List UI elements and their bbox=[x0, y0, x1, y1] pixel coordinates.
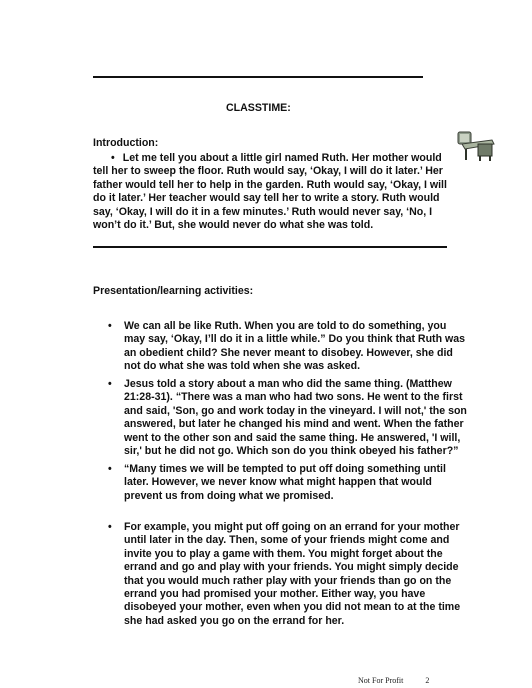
footer-label: Not For Profit bbox=[358, 676, 404, 685]
list-item-text: For example, you might put off going on an errand for your mother until later in the day. Then, some of your friends might come and invite you to play a game with them. You might forget about the errand and go and play with your friends. You might simply decide that you would much rather play with your friends than go on the errand you had promised your mother. Either way, you have disobeyed your mother, even when you did not mean to at the time she had asked you go on the errand for her. bbox=[124, 521, 461, 627]
introduction-text: Let me tell you about a little girl named Ruth. Her mother would tell her to sweep the floor. Ruth would say, ‘Okay, I will do it later.’ Her father would tell her to help in the garden. Ruth would say, ‘Okay, I will do it later.’ Her teacher would say tell her to write a story. Ruth would say, ‘Okay, I will do it in a few minutes.’ Ruth would never say, ‘No, I won’t do it.’ But, she would never do what she was told. bbox=[93, 152, 447, 232]
school-desk-icon bbox=[456, 128, 496, 162]
page-number: 2 bbox=[425, 676, 430, 685]
bullet-icon: • bbox=[108, 378, 112, 390]
classtime-title: CLASSTIME: bbox=[226, 102, 291, 114]
list-item bbox=[108, 320, 468, 374]
middle-divider bbox=[93, 246, 447, 248]
bullet-icon: • bbox=[111, 152, 115, 164]
list-item bbox=[108, 463, 468, 503]
bullet-icon: • bbox=[108, 320, 112, 332]
top-divider bbox=[93, 76, 423, 78]
list-item-text: We can all be like Ruth. When you are told to do something, you may say, ‘Okay, I’ll do it in a little while.” Do you think that Ruth was an obedient child? She never meant to disobey. However, she did not do what she was told when she was asked. bbox=[124, 320, 466, 373]
bullet-icon: • bbox=[108, 521, 112, 533]
introduction-heading: Introduction: bbox=[93, 137, 159, 149]
presentation-heading: Presentation/learning activities: bbox=[93, 285, 254, 297]
list-item-text: “Many times we will be tempted to put off doing something until later. However, we never know what might happen that would prevent us from doing what we promised. bbox=[124, 463, 446, 502]
list-item-text: Jesus told a story about a man who did the same thing. (Matthew 21:28-31). “There was a man who had two sons. He went to the first and said, 'Son, go and work today in the vineyard. I will not,' the son answered, but later he changed his mind and went. When the father went to the other son and said the same thing. He answered, 'I will, sir,' but he did not go. Which son do you think obeyed his father?” bbox=[124, 378, 467, 458]
list-item bbox=[108, 378, 468, 458]
introduction-paragraph bbox=[93, 152, 453, 232]
page-footer bbox=[358, 676, 429, 685]
list-item bbox=[108, 521, 468, 628]
bullet-icon: • bbox=[108, 463, 112, 475]
